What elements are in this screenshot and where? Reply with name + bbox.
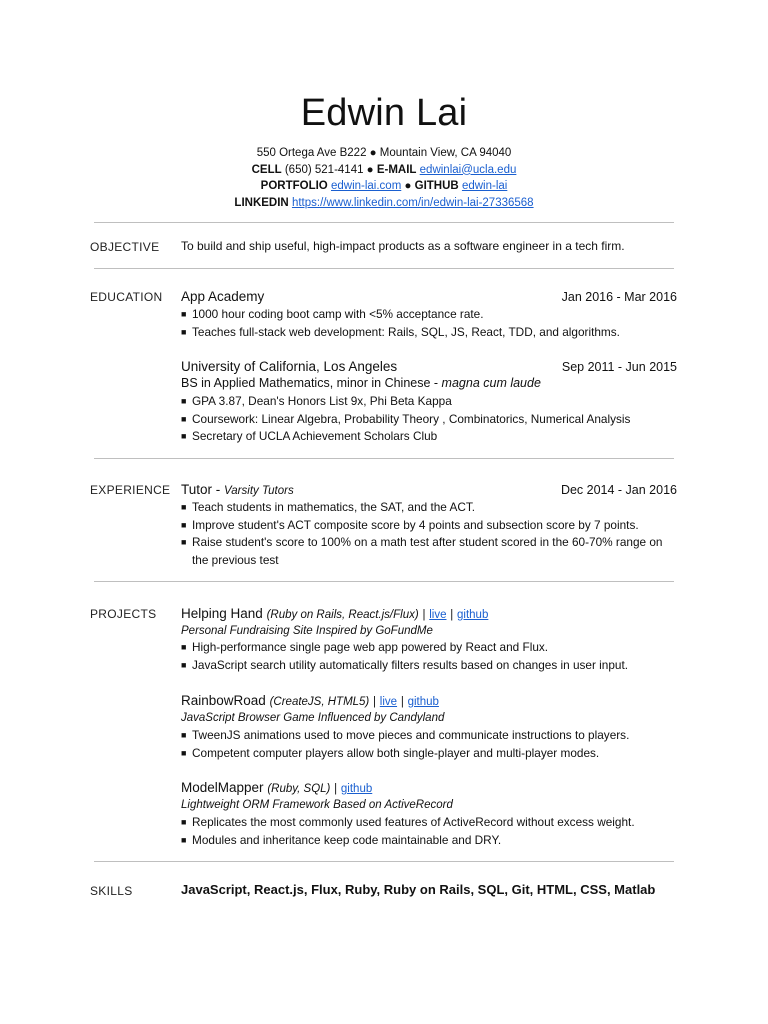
objective-label: OBJECTIVE [90, 240, 160, 254]
separator-dot: ● [404, 180, 412, 192]
bullet-icon: ■ [181, 431, 187, 441]
list-item: ■ JavaScript search utility automatically filters results based on changes in user input. [181, 657, 681, 675]
linkedin-line [0, 195, 768, 212]
divider [94, 458, 674, 459]
exp-date: Dec 2014 - Jan 2016 [560, 483, 677, 497]
education-label: EDUCATION [90, 290, 163, 304]
divider [94, 861, 674, 862]
list-item: ■ GPA 3.87, Dean's Honors List 9x, Phi Beta Kappa [181, 393, 681, 411]
edu-date: Jan 2016 - Mar 2016 [561, 290, 677, 304]
github-link[interactable]: github [407, 696, 439, 708]
github-label: GITHUB [414, 180, 459, 192]
linkedin-link[interactable]: https://www.linkedin.com/in/edwin-lai-27336568 [291, 196, 534, 209]
exp-title: Tutor - Varsity Tutors [181, 482, 294, 497]
bullet-icon: ■ [181, 817, 187, 827]
list-item: ■ Teaches full-stack web development: Rails, SQL, JS, React, TDD, and algorithms. [181, 324, 681, 342]
bullet-icon: ■ [181, 309, 187, 319]
bullet-icon: ■ [181, 326, 187, 337]
bullet-icon: ■ [181, 502, 187, 512]
edu-title: App Academy [181, 289, 265, 304]
project-subtitle: JavaScript Browser Game Influenced by Candyland [181, 712, 445, 724]
email-link[interactable]: edwinlai@ucla.edu [419, 163, 517, 176]
edu-date: Sep 2011 - Jun 2015 [561, 360, 677, 374]
skills-list: JavaScript, React.js, Flux, Ruby, Ruby on Rails, SQL, Git, HTML, CSS, Matlab [181, 882, 656, 897]
list-item: ■ Competent computer players allow both single-player and multi-player modes. [181, 745, 681, 763]
portfolio-label: PORTFOLIO [260, 180, 328, 192]
list-item: ■ Improve student's ACT composite score by 4 points and subsection score by 7 points. [181, 517, 681, 535]
bullet-icon: ■ [181, 413, 187, 424]
exp-bullets [181, 499, 681, 569]
project-bullets [181, 814, 681, 849]
portfolio-link[interactable]: edwin-lai.com [330, 180, 402, 192]
contact-block [0, 145, 768, 211]
cell-label: CELL [251, 163, 282, 176]
live-link[interactable]: live [379, 696, 398, 708]
list-item: ■ Coursework: Linear Algebra, Probability Theory , Combinatorics, Numerical Analysis [181, 411, 681, 429]
exp-company: Varsity Tutors [224, 485, 294, 497]
bullet-icon: ■ [181, 730, 187, 740]
objective-text: To build and ship useful, high-impact products as a software engineer in a tech firm. [181, 239, 625, 253]
project-bullets [181, 727, 681, 762]
list-item: ■ 1000 hour coding boot camp with <5% acceptance rate. [181, 306, 681, 324]
list-item: ■ Raise student's score to 100% on a math test after student scored in the 60-70% range on the previous test [181, 535, 663, 567]
github-link[interactable]: edwin-lai [461, 180, 508, 192]
portfolio-github-line [0, 178, 768, 195]
bullet-icon: ■ [181, 642, 187, 652]
list-item: ■ Replicates the most commonly used features of ActiveRecord without excess weight. [181, 814, 681, 832]
list-item: ■ Secretary of UCLA Achievement Scholars Club [181, 428, 681, 446]
github-link[interactable]: github [340, 783, 373, 795]
project-title: Helping Hand (Ruby on Rails, React.js/Flux) | live | github [181, 606, 489, 621]
project-bullets [181, 639, 681, 674]
experience-label: EXPERIENCE [90, 483, 171, 497]
address-line: 550 Ortega Ave B222 ● Mountain View, CA 94040 [256, 147, 512, 159]
projects-label: PROJECTS [90, 607, 157, 621]
list-item: ■ TweenJS animations used to move pieces and communicate instructions to players. [181, 727, 681, 745]
project-subtitle: Lightweight ORM Framework Based on ActiveRecord [181, 799, 453, 811]
live-link[interactable]: live [429, 609, 447, 621]
bullet-icon: ■ [181, 659, 187, 670]
divider [94, 268, 674, 269]
bullet-icon: ■ [181, 537, 187, 547]
linkedin-label: LINKEDIN [234, 196, 289, 209]
bullet-icon: ■ [181, 834, 187, 845]
edu-title: University of California, Los Angeles [181, 359, 398, 374]
github-link[interactable]: github [457, 609, 489, 621]
skills-label: SKILLS [90, 884, 133, 898]
phone-email-line [0, 162, 768, 179]
list-item: ■ High-performance single page web app powered by React and Flux. [181, 639, 681, 657]
project-title: ModelMapper (Ruby, SQL) | github [181, 780, 373, 795]
edu-honor: magna cum laude [441, 376, 541, 390]
email-label: E-MAIL [376, 163, 417, 176]
project-title: RainbowRoad (CreateJS, HTML5) | live | github [181, 693, 439, 708]
list-item: ■ Modules and inheritance keep code maintainable and DRY. [181, 832, 681, 850]
cell-value: (650) 521-4141 ● [284, 163, 374, 176]
edu-bullets [181, 306, 681, 341]
edu-degree: BS in Applied Mathematics, minor in Chinese - magna cum laude [181, 376, 541, 390]
bullet-icon: ■ [181, 747, 187, 758]
list-item: ■ Teach students in mathematics, the SAT, and the ACT. [181, 499, 681, 517]
candidate-name: Edwin Lai [300, 92, 468, 134]
bullet-icon: ■ [181, 519, 187, 530]
bullet-icon: ■ [181, 396, 187, 406]
project-subtitle: Personal Fundraising Site Inspired by GoFundMe [181, 625, 433, 637]
edu-bullets [181, 393, 681, 446]
divider [94, 222, 674, 223]
divider [94, 581, 674, 582]
